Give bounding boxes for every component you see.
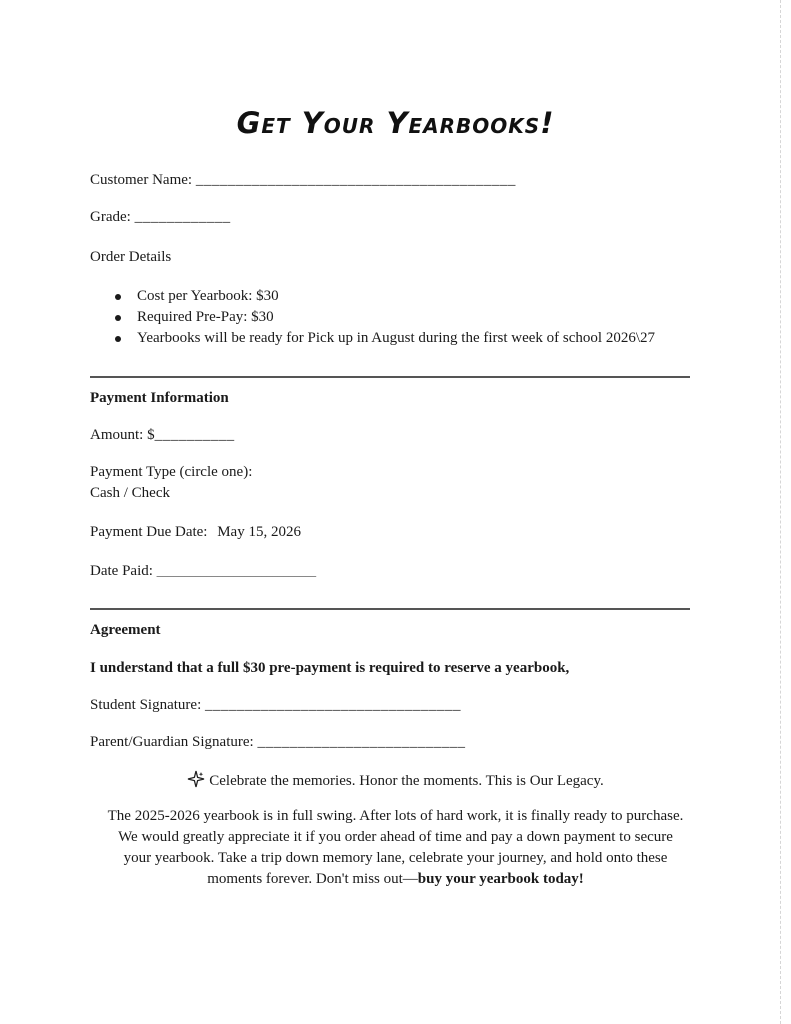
date-paid-label: Date Paid: <box>90 563 153 579</box>
agreement-statement: I understand that a full $30 pre-payment is required to reserve a yearbook, <box>90 660 570 676</box>
due-date-value: May 15, 2026 <box>217 524 301 540</box>
customer-name-row <box>90 172 516 189</box>
page-title: Get Your Yearbooks! <box>236 106 555 140</box>
promo-line-final <box>60 869 731 890</box>
customer-name-field[interactable]: ________________________________________ <box>195 172 516 188</box>
list-item: Required Pre-Pay: $30 <box>115 307 655 328</box>
tagline <box>60 770 731 793</box>
section-divider <box>90 376 690 378</box>
grade-label: Grade: <box>90 209 131 225</box>
student-signature-field[interactable]: ________________________________ <box>205 697 461 713</box>
order-details-list <box>115 286 655 349</box>
due-date-row <box>90 524 301 541</box>
sparkle-icon <box>187 770 205 793</box>
order-details-heading: Order Details <box>90 249 172 265</box>
grade-field[interactable]: ____________ <box>134 209 231 225</box>
amount-label: Amount: $ <box>90 427 155 443</box>
promo-call-to-action: buy your yearbook today! <box>417 871 584 887</box>
section-divider <box>90 608 690 610</box>
grade-row <box>90 209 231 226</box>
list-item: Yearbooks will be ready for Pick up in August during the first week of school 2026\27 <box>115 328 655 349</box>
parent-signature-row <box>90 734 465 751</box>
amount-row <box>90 427 235 444</box>
payment-heading: Payment Information <box>90 390 229 406</box>
amount-field[interactable]: __________ <box>154 427 235 443</box>
parent-signature-label: Parent/Guardian Signature: <box>90 734 254 750</box>
student-signature-row <box>90 697 461 714</box>
list-item: Cost per Yearbook: $30 <box>115 286 655 307</box>
promo-line-text: moments forever. Don't miss out— <box>207 871 418 887</box>
student-signature-label: Student Signature: <box>90 697 202 713</box>
promo-line: your yearbook. Take a trip down memory lane, celebrate your journey, and hold onto these <box>123 850 668 866</box>
date-paid-row <box>90 563 316 580</box>
promo-paragraph <box>60 806 731 890</box>
scan-edge-line <box>780 0 781 1024</box>
promo-line: We would greatly appreciate it if you order ahead of time and pay a down payment to secure <box>118 829 673 845</box>
promo-line: The 2025-2026 yearbook is in full swing. After lots of hard work, it is finally ready to purchase. <box>107 808 684 824</box>
agreement-heading: Agreement <box>90 622 161 638</box>
customer-name-label: Customer Name: <box>90 172 193 188</box>
due-date-label: Payment Due Date: <box>90 524 208 540</box>
payment-type-options[interactable]: Cash / Check <box>90 485 170 501</box>
tagline-text: Celebrate the memories. Honor the moments. This is Our Legacy. <box>209 773 604 789</box>
date-paid-field[interactable]: _____________________________ <box>156 566 317 578</box>
payment-type-label: Payment Type (circle one): <box>90 464 253 480</box>
parent-signature-field[interactable]: __________________________ <box>257 734 466 750</box>
